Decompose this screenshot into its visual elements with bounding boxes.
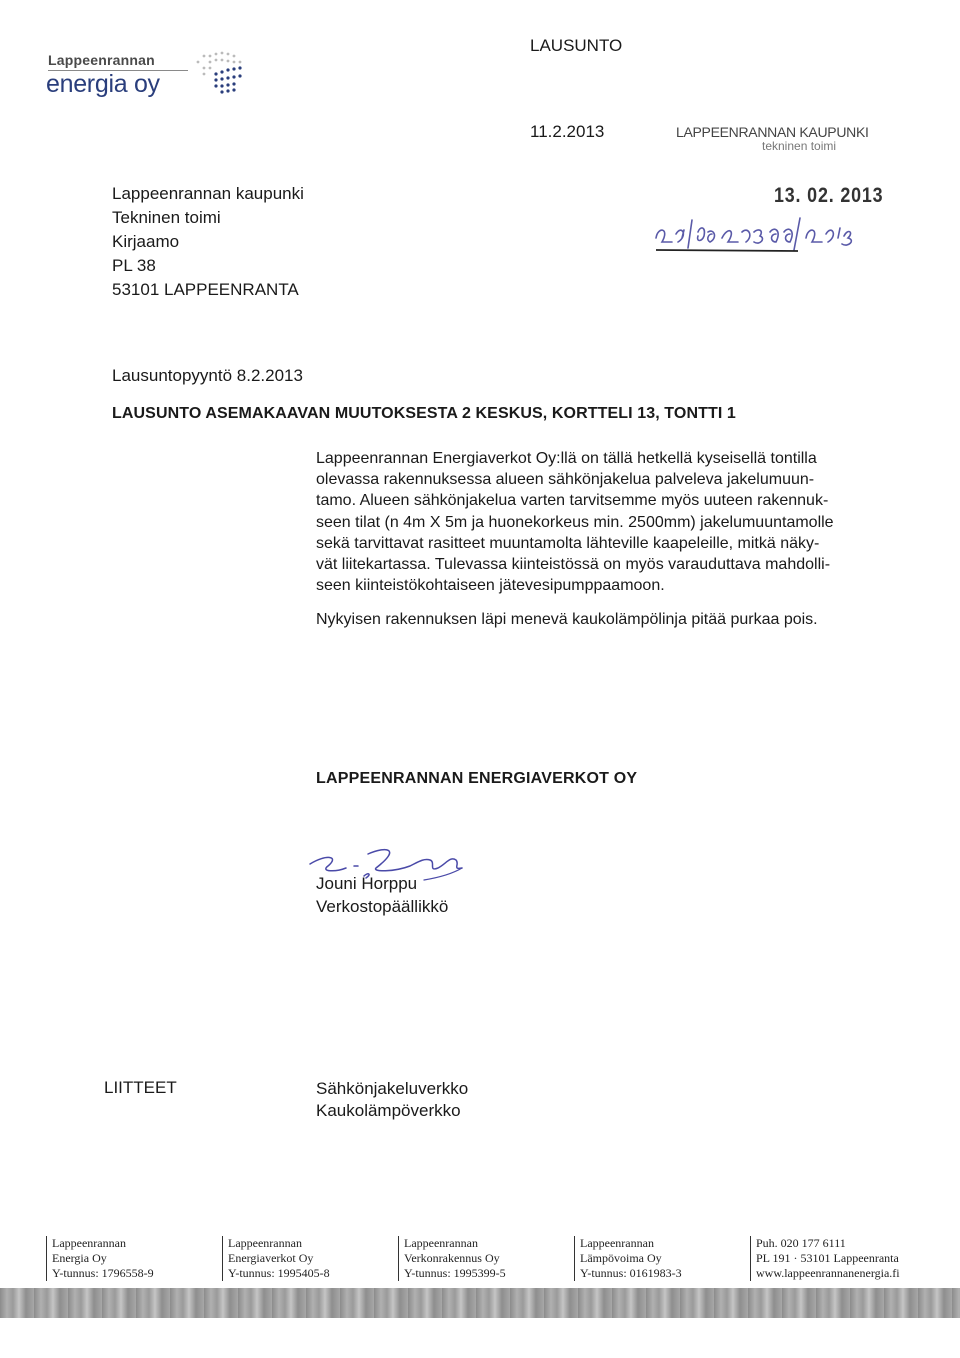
body-paragraph-1 bbox=[316, 448, 894, 596]
paragraph-line: Lappeenrannan Energiaverkot Oy:llä on tällä hetkellä kyseisellä tontilla bbox=[316, 450, 817, 467]
address-line: Lappeenrannan kaupunki bbox=[112, 184, 304, 203]
footer-line: Y-tunnus: 0161983-3 bbox=[580, 1266, 682, 1280]
attachment-item: Sähkönjakeluverkko bbox=[316, 1079, 469, 1098]
footer-line: Y-tunnus: 1995399-5 bbox=[404, 1266, 506, 1280]
address-line: 53101 LAPPEENRANTA bbox=[112, 280, 299, 299]
paragraph-line: sekä tarvittavat rasitteet muuntamolta lähteville kaapeleille, mitkä näky- bbox=[316, 534, 820, 552]
footer-line: Lappeenrannan bbox=[580, 1236, 654, 1250]
footer-line: Y-tunnus: 1995405-8 bbox=[228, 1266, 330, 1280]
address-line: Kirjaamo bbox=[112, 232, 180, 251]
stamp-date: 13. 02. 2013 bbox=[774, 184, 884, 207]
signer-block bbox=[316, 872, 448, 918]
paragraph-line: tamo. Alueen sähkönjakelua varten tarvitsemme myös uuteen rakennuk- bbox=[316, 492, 829, 510]
footer-line: Verkonrakennus Oy bbox=[404, 1251, 500, 1265]
address-line: Tekninen toimi bbox=[112, 208, 221, 227]
footer-line: Lappeenrannan bbox=[404, 1236, 478, 1250]
attachment-item: Kaukolämpöverkko bbox=[316, 1101, 461, 1120]
request-reference: Lausuntopyyntö 8.2.2013 bbox=[112, 366, 303, 385]
logo-top-text: Lappeenrannan bbox=[48, 52, 155, 68]
paragraph-line: olevassa rakennuksessa alueen sähkönjakelua palveleva jakelumuun- bbox=[316, 471, 815, 489]
footer bbox=[46, 1236, 926, 1284]
paragraph-line: vät liitekartassa. Tulevassa kiinteistössä on myös varauduttava mahdolli- bbox=[316, 556, 831, 574]
document-date: 11.2.2013 bbox=[530, 122, 605, 141]
footer-line: PL 191 · 53101 Lappeenranta bbox=[756, 1251, 899, 1265]
signer-title: Verkostopäällikkö bbox=[316, 897, 449, 916]
received-stamp bbox=[676, 124, 876, 153]
footer-line: www.lappeenrannanenergia.fi bbox=[756, 1266, 900, 1280]
footer-line: Lappeenrannan bbox=[52, 1236, 126, 1250]
document-type: LAUSUNTO bbox=[530, 36, 623, 55]
footer-company-3 bbox=[398, 1236, 506, 1281]
footer-line: Y-tunnus: 1796558-9 bbox=[52, 1266, 154, 1280]
signer-company: LAPPEENRANNAN ENERGIAVERKOT OY bbox=[316, 770, 638, 787]
footer-company-4 bbox=[574, 1236, 682, 1281]
address-line: PL 38 bbox=[112, 256, 156, 275]
paragraph-line: seen tilat (n 4m X 5m ja huonekorkeus min. 2500mm) jakelumuuntamolle bbox=[316, 513, 834, 531]
footer-decorative-band bbox=[0, 1288, 960, 1318]
footer-contact bbox=[750, 1236, 900, 1281]
footer-company-2 bbox=[222, 1236, 330, 1281]
body-paragraph-2 bbox=[316, 609, 894, 630]
logo-bottom-text: energia oy bbox=[46, 70, 160, 98]
footer-line: Lappeenrannan bbox=[228, 1236, 302, 1250]
stamp-org: LAPPEENRANNAN KAUPUNKI bbox=[676, 124, 869, 140]
footer-line: Lämpövoima Oy bbox=[580, 1251, 662, 1265]
attachments-label: LIITTEET bbox=[104, 1078, 177, 1097]
handwritten-reference-number bbox=[648, 208, 888, 254]
attachments-list bbox=[316, 1078, 468, 1122]
footer-line: Energia Oy bbox=[52, 1251, 107, 1265]
signer-name: Jouni Horppu bbox=[316, 874, 418, 893]
recipient-address bbox=[112, 182, 304, 302]
footer-line: Puh. 020 177 6111 bbox=[756, 1236, 846, 1250]
footer-company-1 bbox=[46, 1236, 154, 1281]
dot-sunburst-icon bbox=[186, 44, 250, 100]
stamp-dept: tekninen toimi bbox=[762, 139, 837, 153]
subject-heading: LAUSUNTO ASEMAKAAVAN MUUTOKSESTA 2 KESKUS, KORTTELI 13, TONTTI 1 bbox=[112, 405, 736, 422]
paragraph-line: seen kiinteistökohtaiseen jätevesipumppaamoon. bbox=[316, 577, 665, 595]
paragraph-line: Nykyisen rakennuksen läpi menevä kaukolämpölinja pitää purkaa pois. bbox=[316, 611, 818, 628]
footer-line: Energiaverkot Oy bbox=[228, 1251, 314, 1265]
